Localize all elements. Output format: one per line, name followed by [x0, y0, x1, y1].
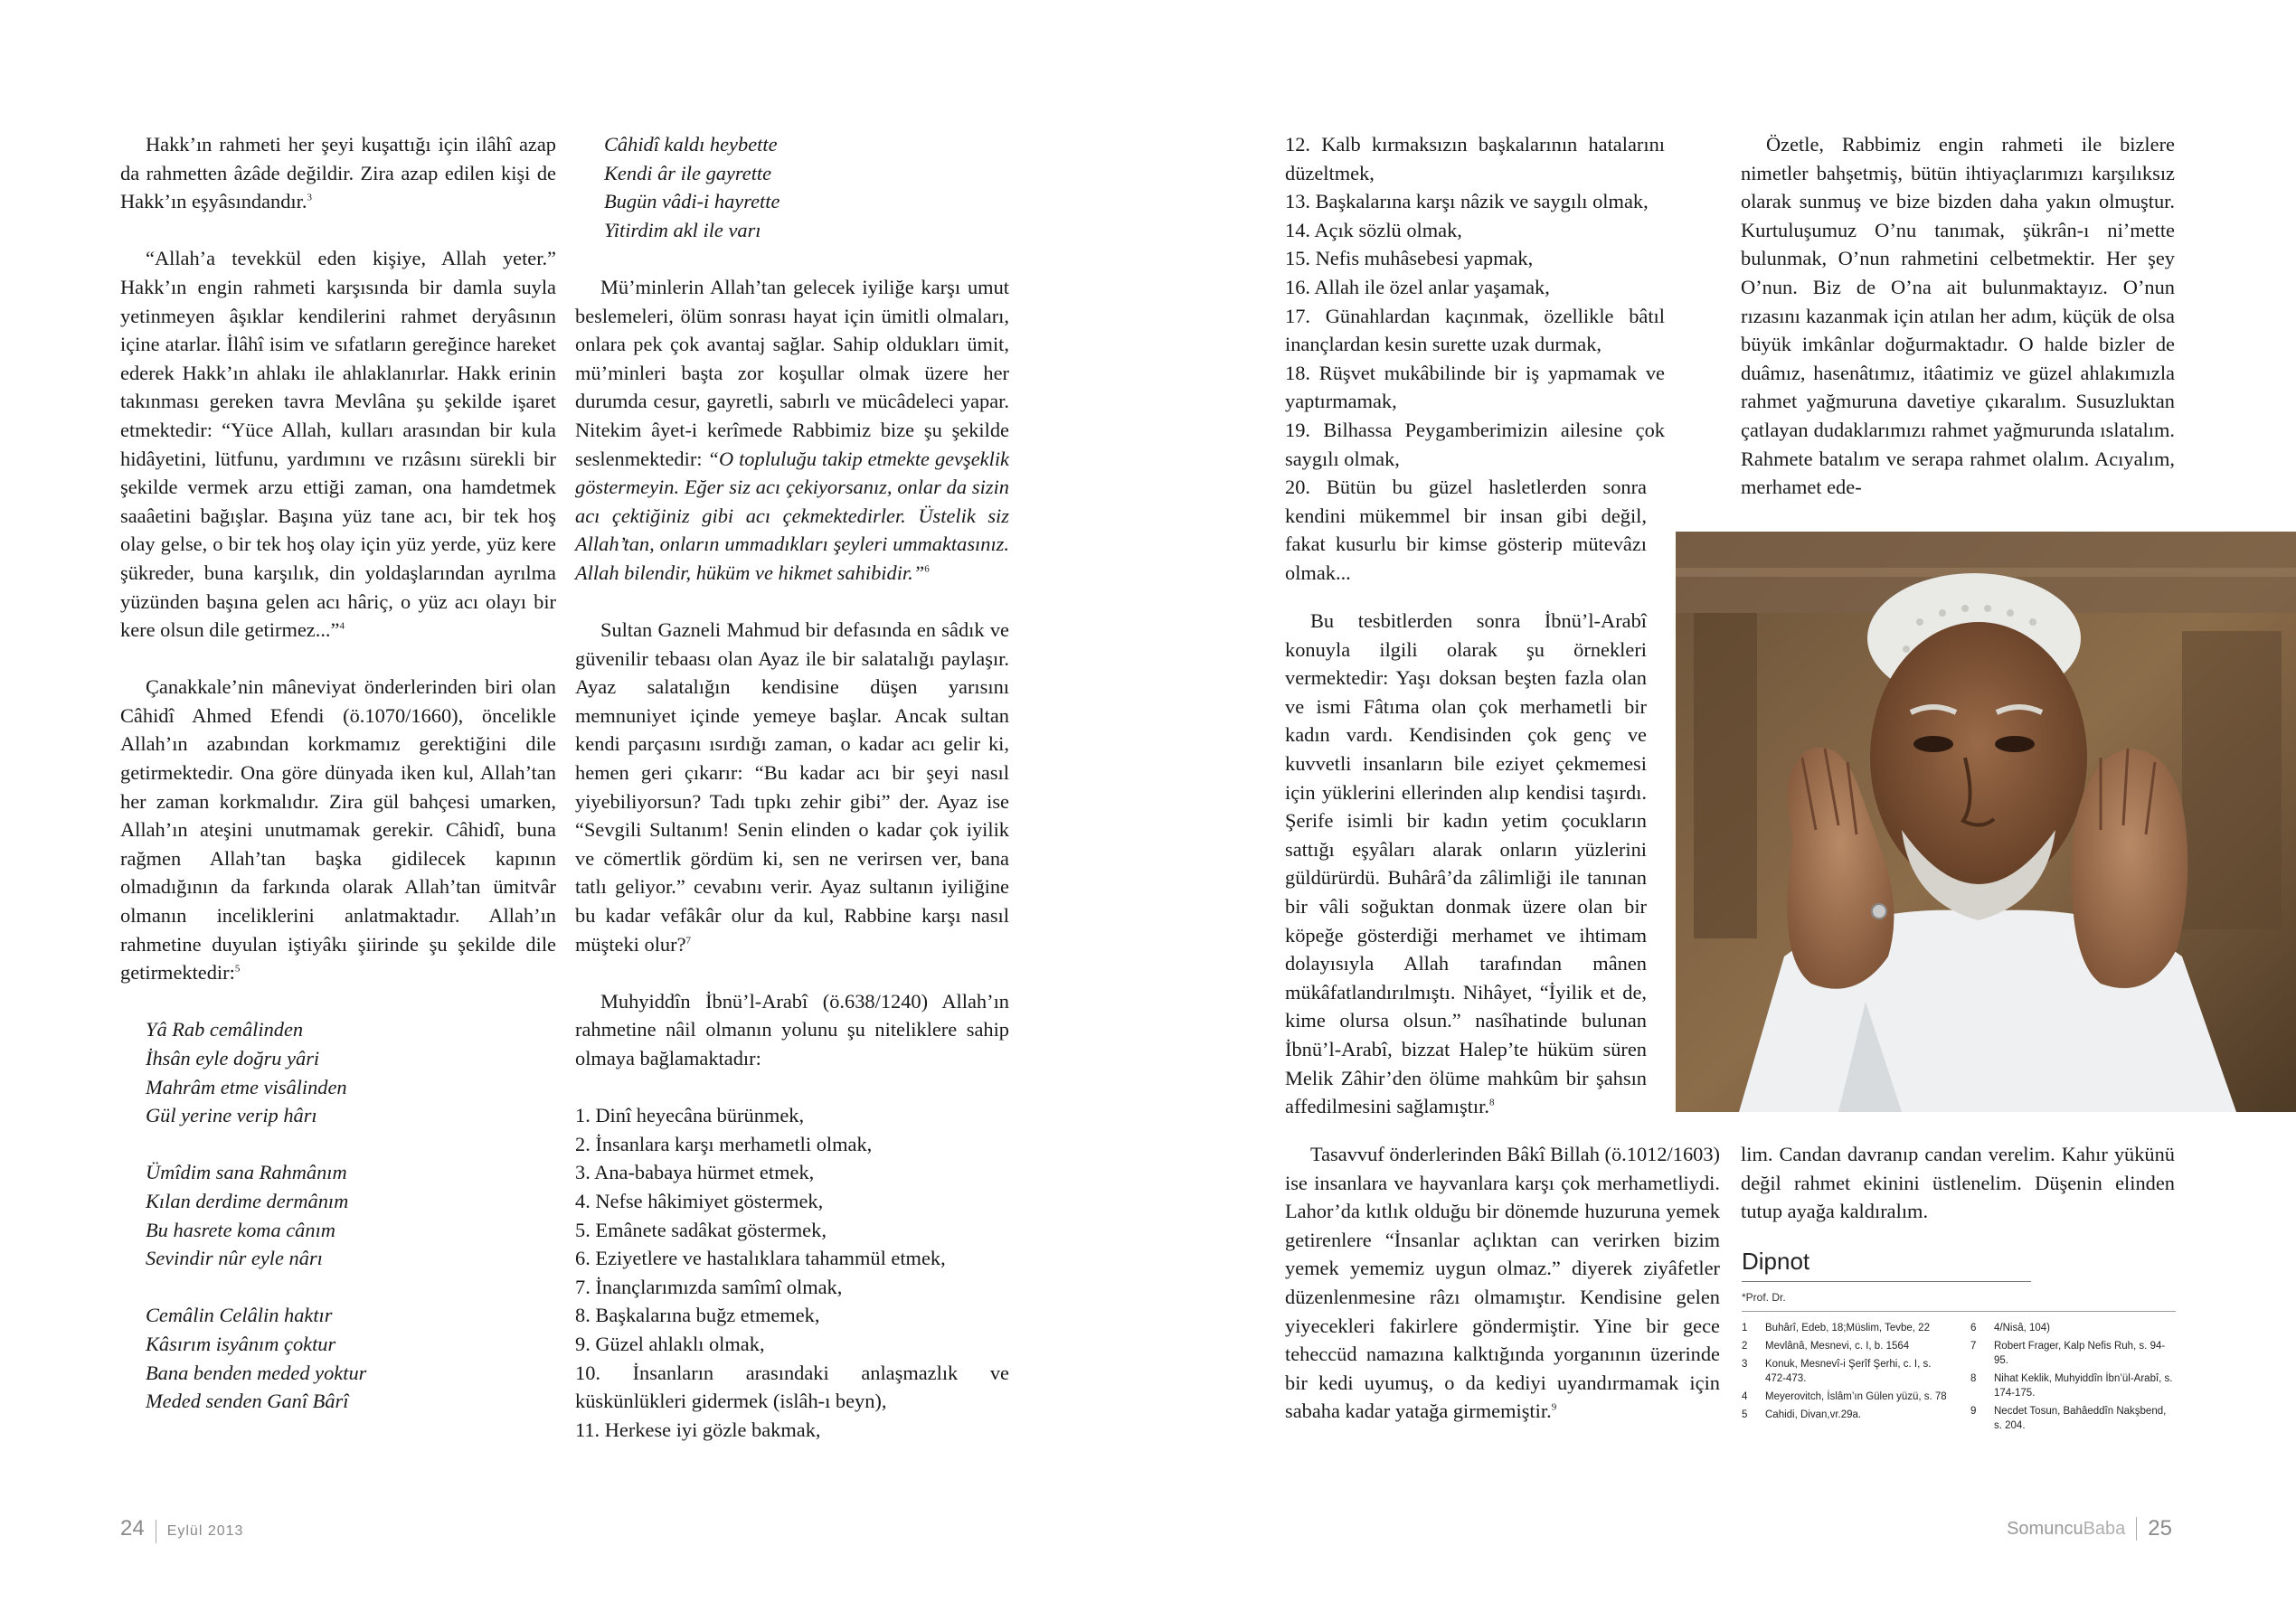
paragraph: Muhyiddîn İbnü’l-Arabî (ö.638/1240) Allah’ın rahmetine nâil olmanın yolunu şu niteliklere sahip olmaya bağlamaktadır:: [575, 989, 1009, 1070]
list-item: 4. Nefse hâkimiyet göstermek,: [575, 1189, 824, 1212]
footnote-item: 4 Meyerovitch, İslâm’ın Gülen yüzü, s. 78: [1742, 1391, 1947, 1402]
footnote-item: 9 Necdet Tosun, Bahâeddîn Nakşbend, s. 204.: [1970, 1406, 2167, 1431]
list-item: 1. Dinî heyecâna bürünmek,: [575, 1104, 805, 1127]
column-3-bottom: [1285, 1140, 1720, 1426]
poem-stanza: Cemâlin Celâlin haktır Kâsırım isyânım çoktur Bana benden meded yoktur Meded senden Ganî Bârî: [146, 1304, 367, 1413]
footnotes: [1742, 1248, 2176, 1437]
poem-stanza: Câhidî kaldı heybette Kendi âr ile gayrette Bugün vâdi-i hayrette Yitirdim akl ile varı: [604, 133, 780, 241]
footer-right: [2007, 1516, 2172, 1541]
list-item: 5. Emânete sadâkat göstermek,: [575, 1218, 827, 1241]
page-number: 24: [120, 1516, 145, 1541]
column-1: [120, 130, 556, 1416]
list-item: 18. Rüşvet mukâbilinde bir iş yapmamak ve yaptırmamak,: [1285, 361, 1665, 413]
poem-stanza: Yâ Rab cemâlinden İhsân eyle doğru yâri Mahrâm etme visâlinden Gül yerine verip hârı: [146, 1018, 347, 1127]
paragraph: Hakk’ın rahmeti her şeyi kuşattığı için ilâhî azap da rahmetten âzâde değildir. Zira azap edilen kişi de Hakk’ın eşyâsındandır.$^3$: [120, 133, 556, 213]
paragraph: lim. Candan davranıp candan verelim. Kahır yükünü değil rahmet ekinini üstlenelim. Düşenin elinden tutup ayağa kaldıralım.: [1741, 1143, 2175, 1223]
list-item: 9. Güzel ahlaklı olmak,: [575, 1332, 765, 1355]
list-item: 6. Eziyetlere ve hastalıklara tahammül etmek,: [575, 1247, 946, 1270]
footnote-item: 8 Nihat Keklik, Muhyiddîn İbn’ül-Arabî, s. 174-175.: [1970, 1373, 2173, 1399]
paragraph: Özetle, Rabbimiz engin rahmeti ile bizlere nimetler bahşetmiş, bütün ihtiyaçlarımızı karşılıksız olarak sunmuş ve bize bizden daha yakın olmuştur. Kurtuluşumuz O’nu tanımak, şükrân-ı ni’mette bulunmak, O’nun rahmetini celbetmektir. Her şey O’nun. Biz de O’na ait bulunmaktayız. O’nun rızasını kazanmak için atılan her adım, küçük de olsa büyük imkânlar doğurmaktadır. O halde bizler de duâmız, hasenâtımız, itâatimiz ve güzel ahlakımızla rahmet yağmuruna davetiye çıkaralım. Susuzluktan çatlayan dudaklarımızı rahmet yağmurunda ıslatalım. Rahmete batalım ve serapa rahmet olalım. Acıyalım, merhamet ede-: [1741, 133, 2175, 499]
column-4-top: [1741, 130, 2175, 502]
footnote-item: 1 Buhârî, Edeb, 18;Müslim, Tevbe, 22: [1742, 1323, 1930, 1333]
list-item: 3. Ana-babaya hürmet etmek,: [575, 1161, 815, 1184]
paragraph: Sultan Gazneli Mahmud bir defasında en sâdık ve güvenilir tebaası olan Ayaz ile bir salatalığı paylaşır. Ayaz salatalığın kendisine düşen yarısını memnuniyet içinde yemeye başlar. Ancak sultan kendi parçasını ısırdığı zaman, o kadar acı gelir ki, hemen geri çıkarır: “Bu kadar acı bir şeyi nasıl yiyebiliyorsun? Tadı tıpkı zehir gibi” der. Ayaz ise “Sevgili Sultanım! Senin elinden o kadar çok iyilik ve cömertlik gördüm ki, sen ne verirsen ver, bana tatlı geliyor.” cevabını verir. Ayaz sultanın iyiliğine bu kadar vefâkâr olur da kul, Rabbine karşı nasıl müşteki olur?$^7$: [575, 618, 1009, 956]
paragraph: Çanakkale’nin mâneviyat önderlerinden biri olan Câhidî Ahmed Efendi (ö.1070/1660), öncelikle Allah’ın azabından korkmamız gerektiğini dile getirmektedir. Ona göre dünyada iken kul, Allah’tan her zaman korkmalıdır. Zira gül bahçesi umarken, Allah’ın ateşini unutmamak gerekir. Câhidî, buna rağmen Allah’tan başka gidilecek kapının olmadığının da farkında olarak Allah’tan ümitvâr olmanın inceliklerini anlatmaktadır. Allah’ın rahmetine duyulan iştiyâkı şiirinde şu şekilde dile getirmektedir:$^5$: [120, 675, 556, 985]
column-3-top: [1285, 130, 1665, 588]
column-2: [575, 130, 1009, 1444]
list-item: 19. Bilhassa Peygamberimizin ailesine çok saygılı olmak,: [1285, 418, 1665, 470]
footnote-item: 3 Konuk, Mesnevî-i Şerîf Şerhi, c. I, s. 472-473.: [1742, 1359, 1932, 1384]
list-item: 8. Başkalarına buğz etmemek,: [575, 1304, 820, 1327]
poem-stanza: Ümîdim sana Rahmânım Kılan derdime dermânım Bu hasrete koma cânım Sevindir nûr eyle nârı: [146, 1161, 349, 1270]
magazine-logo: SomuncuBaba: [2007, 1518, 2126, 1539]
list-item: 13. Başkalarına karşı nâzik ve saygılı olmak,: [1285, 190, 1649, 213]
list-item: 20. Bütün bu güzel hasletlerden sonra kendini mükemmel bir insan gibi değil, fakat kusurlu bir kimse gösterip mütevâzı olmak...: [1285, 476, 1647, 584]
footnotes-title: Dipnot: [1742, 1248, 2031, 1282]
page-number: 25: [2148, 1516, 2172, 1541]
footnote-item: 6 4/Nisâ, 104): [1970, 1323, 2051, 1333]
list-item: 12. Kalb kırmaksızın başkalarının hatalarını düzeltmek,: [1285, 133, 1665, 184]
footnote-item: 7 Robert Frager, Kalp Nefis Ruh, s. 94-95.: [1970, 1341, 2166, 1366]
footnote-item: 5 Cahidi, Divan,vr.29a.: [1742, 1409, 1862, 1420]
paragraph: Bu tesbitlerden sonra İbnü’l-Arabî konuyla ilgili olarak şu örnekleri vermektedir: Yaşı doksan beşten fazla olan ve ismi Fâtıma olan çok merhametli bir kadın vardı. Kendisinden çok genç ve kuvvetli insanların bile eziyet çekmemesi için yüklerini ellerinden alıp kendisi taşırdı. Şerife isimli bir kadın yetim çocukların sattığı eşyâları alarak onların yüzlerini güldürürdü. Buhârâ’da zâlimliği ile tanınan bir vâli soğuktan donmak üzere olan bir köpeğe gösterdiği merhamet ve ihtimam dolayısıyla Allah tarafından mânen mükâfatlandırılmıştı. Nihâyet, “İyilik et de, kime olursa olsun.” nasîhatinde bulunan İbnü’l-Arabî, bizzat Halep’te hüküm süren Melik Zâhir’den ölüme mahkûm bir şahsın affedilmesini sağlamıştır.$^8$: [1285, 609, 1647, 1118]
list-item: 2. İnsanlara karşı merhametli olmak,: [575, 1132, 873, 1155]
list-item: 16. Allah ile özel anlar yaşamak,: [1285, 275, 1550, 298]
qualities-list: [575, 1101, 1009, 1444]
list-item: 15. Nefis muhâsebesi yapmak,: [1285, 247, 1534, 270]
paragraph: “Allah’a tevekkül eden kişiye, Allah yeter.” Hakk’ın engin rahmeti karşısında bir damla suyla yetinmeyen âşıklar kendilerini rahmet deryâsının içine atarlar. İlâhî isim ve sıfatların gereğince hareket ederek Hakk’ın ahlakı ile ahlaklanırlar. Hakk erinin takınması gereken tavra Mevlâna şu şekilde işaret etmektedir: “Yüce Allah, kulları arasından bir kula hidâyetini, lütfunu, yardımını ve rızâsını sürekli bir şekilde vermek arzu ettiği zaman, ona hamdetmek saaâetini bağışlar. Başına yüz tane acı, bir tek hoş olay gelse, o bir tek hoş olay için yüz yerde, yüz kere şükreder, buna karşılık, din yoldaşlarından ayrılma yüzünden başına gelen acı hâriç, o yüz acı olayı bir kere olsun dile getirmez...”$^4$: [120, 247, 556, 642]
column-4-bottom: [1741, 1140, 2175, 1226]
footnote-item: 2 Mevlânâ, Mesnevi, c. I, b. 1564: [1742, 1341, 1910, 1352]
list-item: 10. İnsanların arasındaki anlaşmazlık ve küskünlükleri gidermek (islâh-ı beyn),: [575, 1361, 1009, 1413]
author-title: *Prof. Dr.: [1742, 1291, 2176, 1312]
column-3-mid: [1285, 607, 1647, 1121]
paragraph: Mü’minlerin Allah’tan gelecek iyiliğe karşı umut beslemeleri, ölüm sonrası hayat için ümitli olmaları, onlara pek çok avantaj sağlar. Sahip oldukları ümit, mü’minleri başta zor koşullar olmak üzere her durumda cesur, gayretli, sabırlı ve mücâdeleci yapar. Nitekim âyet-i kerîmede Rabbimiz bize şu şekilde seslenmektedir: “O topluluğu takip etmekte gevşeklik göstermeyin. Eğer siz acı çekiyorsanız, onlar da sizin acı çektiğiniz gibi acı çekmektedirler. Üstelik siz Allah’tan, onların ummadıkları şeyleri ummaktasınız. Allah bilendir, hüküm ve hikmet sahibidir.”$^6$: [575, 275, 1009, 584]
footer-left: [120, 1516, 243, 1543]
list-item: 11. Herkese iyi gözle bakmak,: [575, 1418, 821, 1441]
qualities-list-continued: [1285, 130, 1665, 588]
paragraph: Tasavvuf önderlerinden Bâkî Billah (ö.1012/1603) ise insanlara ve hayvanlara karşı çok merhametliydi. Lahor’da kıtlık olduğu bir dönemde huzuruna yemek getirenlere “İnsanlar açlıktan can verirken bizim yemek yememiz uygun olmaz.” diyerek ziyâfetler düzenlenmesine râzı olmamıştır. Kendisine gelen yiyecekleri fakirlere göndermiştir. Yine bir gece teheccüd namazına kalktığında yorganının üzerinde bir kedi uyumuş, o da kediyi uyandırmamak için sabaha kadar yatağa girmemiştir.$^9$: [1285, 1143, 1720, 1423]
list-item: 17. Günahlardan kaçınmak, özellikle bâtıl inançlardan kesin surette uzak durmak,: [1285, 304, 1665, 356]
praying-man-photo: [1676, 532, 2296, 1112]
list-item: 14. Açık sözlü olmak,: [1285, 218, 1462, 241]
issue-date: Eylül 2013: [166, 1523, 244, 1539]
list-item: 7. İnançlarımızda samîmî olmak,: [575, 1275, 843, 1298]
